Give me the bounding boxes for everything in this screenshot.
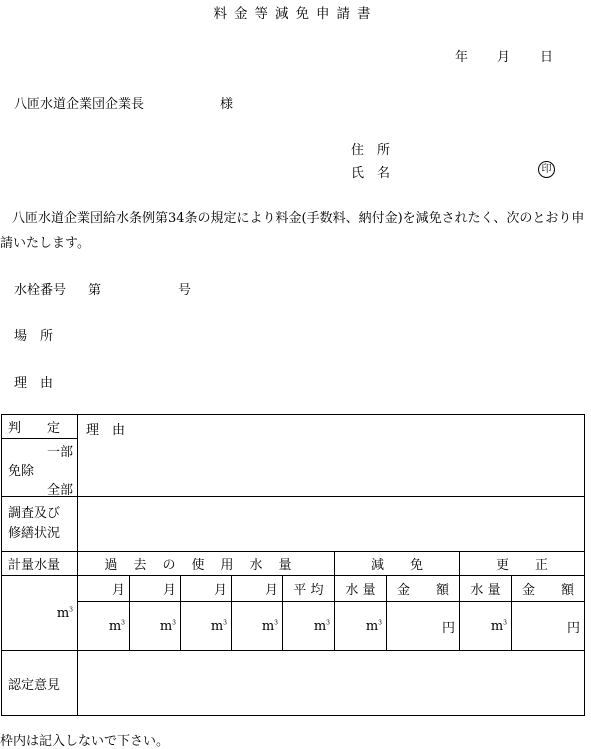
place-label: 場 所 — [14, 329, 54, 344]
month-4-unit: $m^3$ — [232, 602, 283, 651]
reduction-volume-unit: $m^3$ — [335, 602, 387, 651]
average-unit: $m^3$ — [283, 602, 335, 651]
meter-number-suffix: 号 — [178, 283, 192, 298]
meter-volume-label: 計量水量 — [2, 552, 78, 576]
seal-mark: 印 — [538, 161, 555, 178]
month-4-label: 月 — [232, 576, 283, 602]
meter-volume-unit: $m^3$ — [2, 576, 78, 651]
correction-header: 更 正 — [460, 552, 585, 576]
correction-volume-label: 水 量 — [460, 576, 512, 602]
exemption-label: 免除 — [8, 464, 35, 479]
reduction-amount-unit: 円 — [387, 602, 460, 651]
month-3-unit: $m^3$ — [181, 602, 232, 651]
addressee-org: 八匝水道企業団企業長 — [14, 97, 145, 112]
date-day: 日 — [540, 50, 554, 65]
date-year: 年 — [455, 50, 469, 65]
date-month: 月 — [497, 50, 511, 65]
survey-value — [78, 497, 585, 552]
month-1-label: 月 — [78, 576, 130, 602]
past-usage-header: 過去の使用水量 — [78, 552, 335, 576]
month-2-label: 月 — [130, 576, 181, 602]
footer-note: 枠内は記入しないで下さい。 — [0, 734, 170, 749]
request-body: 八匝水道企業団給水条例第34条の規定により料金(手数料、納付金)を減免されたく、次のとおり申請いたします。 — [0, 211, 585, 251]
exemption-cell — [2, 439, 78, 497]
judgment-reason-label: 理 由 — [86, 423, 126, 438]
address-label: 住 所 — [351, 143, 391, 158]
average-label: 平 均 — [283, 576, 335, 602]
month-1-unit: $m^3$ — [78, 602, 130, 651]
survey-label: 調査及び 修繕状況 — [2, 497, 78, 552]
approval-value — [78, 651, 585, 716]
addressee-honorific: 様 — [220, 97, 234, 112]
exemption-partial: 一部 — [46, 445, 73, 460]
month-2-unit: $m^3$ — [130, 602, 181, 651]
reason-label: 理 由 — [14, 376, 54, 391]
judgment-label: 判 定 — [2, 415, 78, 439]
judgment-reason-cell — [78, 415, 585, 497]
reduction-header: 減 免 — [335, 552, 460, 576]
month-3-label: 月 — [181, 576, 232, 602]
correction-amount-label: 金 額 — [512, 576, 585, 602]
correction-amount-unit: 円 — [512, 602, 585, 651]
approval-label: 認定意見 — [2, 651, 78, 716]
office-use-table — [1, 414, 585, 716]
reduction-volume-label: 水 量 — [335, 576, 387, 602]
meter-number-label: 水栓番号 — [14, 283, 67, 298]
name-label: 氏 名 — [351, 166, 391, 181]
meter-number-prefix: 第 — [88, 283, 102, 298]
reduction-amount-label: 金 額 — [387, 576, 460, 602]
correction-volume-unit: $m^3$ — [460, 602, 512, 651]
exemption-full: 全部 — [46, 483, 73, 498]
form-title: 料金等減免申請書 — [213, 6, 378, 22]
